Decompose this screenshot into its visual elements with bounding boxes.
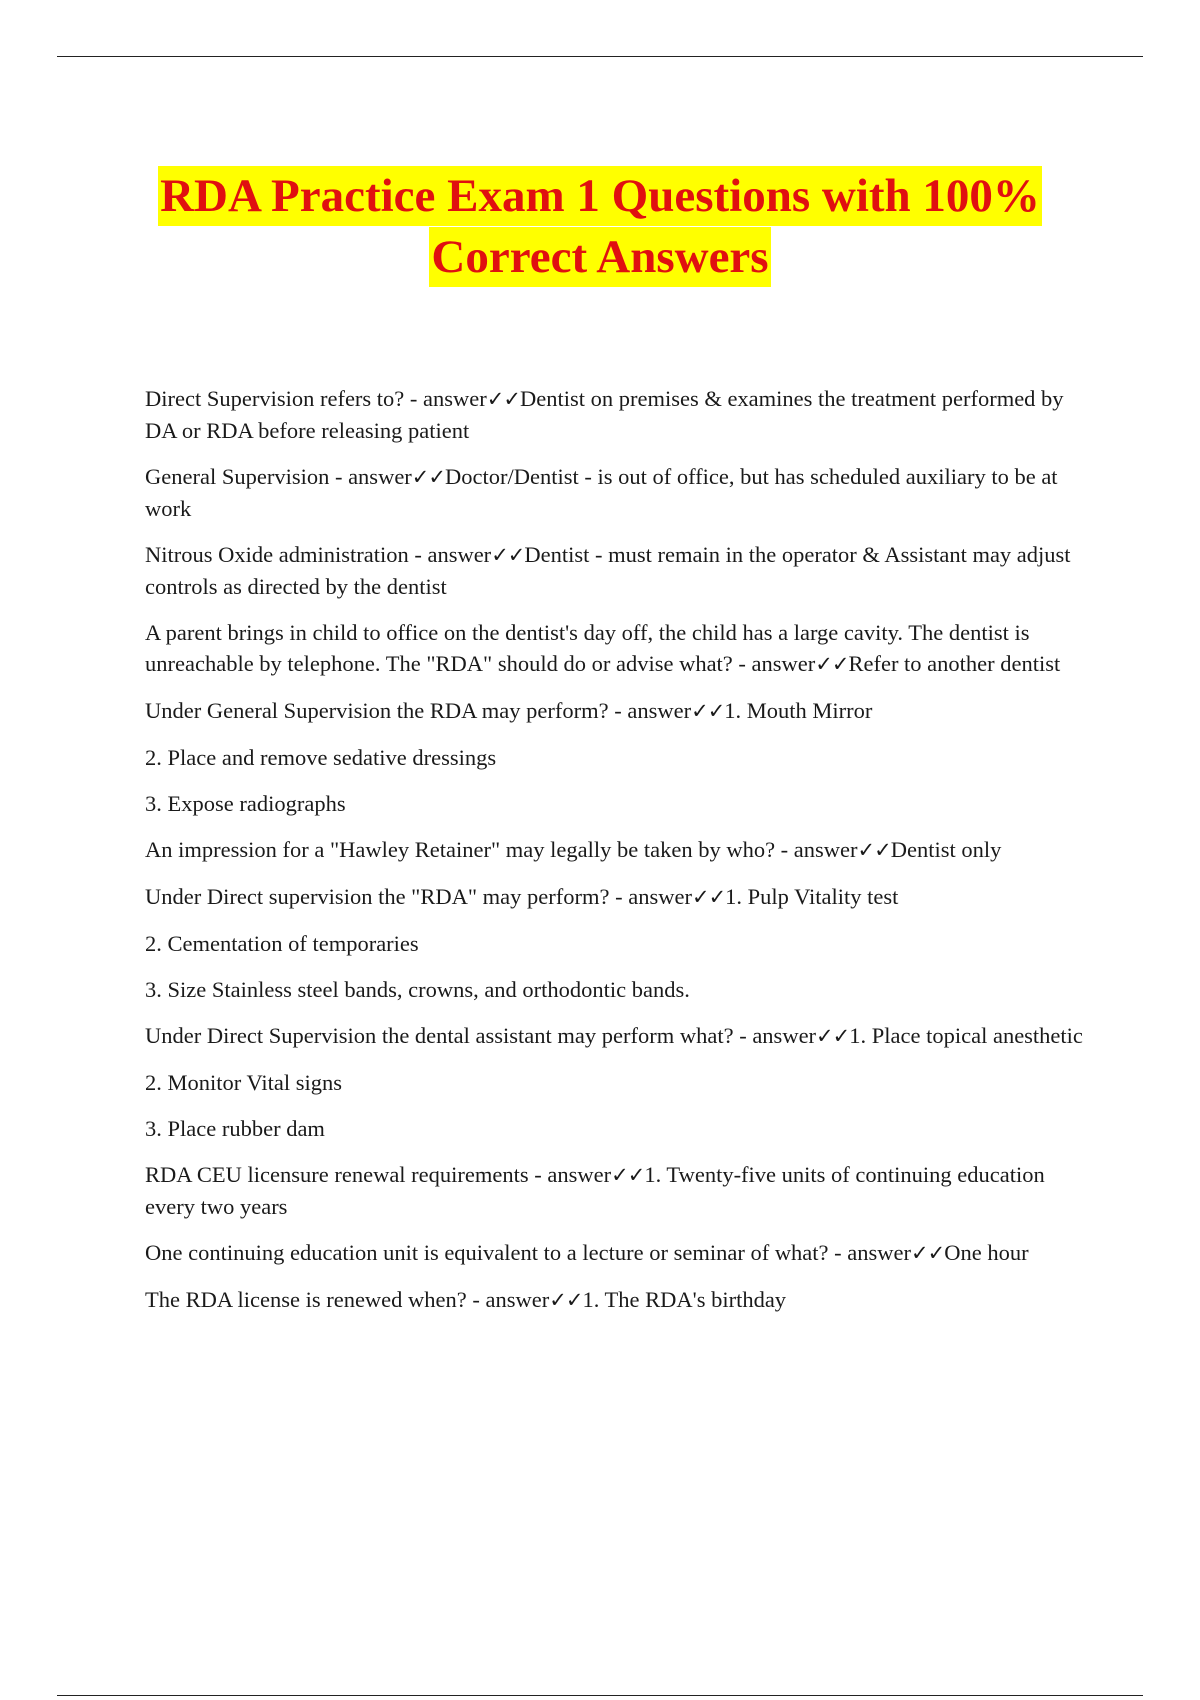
double-check-icon: ✓✓ — [691, 885, 726, 909]
answer-text: 1. Mouth Mirror — [724, 698, 873, 723]
double-check-icon: ✓✓ — [691, 699, 725, 723]
header-rule — [57, 56, 1143, 57]
double-check-icon: ✓✓ — [549, 1288, 583, 1312]
document-title — [100, 166, 1100, 287]
answer-text: Dentist - must remain in the operator & Assistant may adjust controls as directed by the dentist — [145, 542, 1071, 599]
list-continuation: 2. Place and remove sedative dressings — [145, 745, 497, 770]
qa-item — [145, 1284, 1090, 1316]
list-continuation: 3. Place rubber dam — [145, 1116, 325, 1141]
question-text: A parent brings in child to office on the dentist's day off, the child has a large cavity. The dentist is unreachable by telephone. The "RDA" should do or advise what? - answer — [145, 620, 1030, 676]
qa-item — [145, 881, 1090, 913]
title-line-2: Correct Answers — [429, 227, 770, 287]
qa-list — [145, 383, 1090, 1331]
question-text: Direct Supervision refers to? - answer — [145, 386, 487, 411]
qa-item — [145, 695, 1090, 727]
double-check-icon: ✓✓ — [816, 1024, 850, 1048]
double-check-icon: ✓✓ — [815, 652, 849, 676]
list-continuation: 2. Monitor Vital signs — [145, 1070, 342, 1095]
double-check-icon: ✓✓ — [857, 838, 891, 862]
question-text: The RDA license is renewed when? - answer — [145, 1287, 550, 1312]
question-text: One continuing education unit is equivalent to a lecture or seminar of what? - answer — [145, 1240, 911, 1265]
answer-text: 1. Pulp Vitality test — [725, 884, 899, 909]
answer-text: Refer to another dentist — [848, 651, 1061, 676]
qa-item — [145, 834, 1090, 866]
list-continuation: 3. Expose radiographs — [145, 791, 346, 816]
answer-text: 1. Place topical anesthetic — [849, 1023, 1083, 1048]
question-text: Nitrous Oxide administration - answer — [145, 542, 492, 567]
double-check-icon: ✓✓ — [411, 465, 445, 489]
question-text: General Supervision - answer — [145, 464, 412, 489]
double-check-icon: ✓✓ — [491, 543, 525, 567]
answer-text: Dentist on premises & examines the treatment performed by DA or RDA before releasing patient — [145, 386, 1064, 443]
double-check-icon: ✓✓ — [611, 1163, 645, 1187]
question-text: An impression for a "Hawley Retainer" may legally be taken by who? - answer — [145, 837, 858, 862]
question-text: Under Direct supervision the "RDA" may perform? - answer — [145, 884, 692, 909]
qa-item — [145, 617, 1090, 680]
question-text: Under Direct Supervision the dental assistant may perform what? - answer — [145, 1023, 817, 1048]
list-continuation: 2. Cementation of temporaries — [145, 931, 419, 956]
double-check-icon: ✓✓ — [911, 1241, 945, 1265]
answer-text: 1. Twenty-five units of continuing education every two years — [145, 1162, 1045, 1219]
title-line-1: RDA Practice Exam 1 Questions with 100% — [158, 166, 1042, 226]
qa-item — [145, 539, 1090, 602]
qa-item — [145, 1159, 1090, 1222]
qa-item — [145, 461, 1090, 524]
answer-text: Doctor/Dentist - is out of office, but has scheduled auxiliary to be at work — [145, 464, 1058, 521]
list-continuation: 3. Size Stainless steel bands, crowns, and orthodontic bands. — [145, 977, 690, 1002]
answer-text: One hour — [944, 1240, 1029, 1265]
question-text: Under General Supervision the RDA may perform? - answer — [145, 698, 692, 723]
qa-item — [145, 1020, 1090, 1052]
qa-item — [145, 383, 1090, 446]
double-check-icon: ✓✓ — [486, 387, 520, 411]
qa-item — [145, 1237, 1090, 1269]
answer-text: 1. The RDA's birthday — [582, 1287, 787, 1312]
answer-text: Dentist only — [890, 837, 1002, 862]
question-text: RDA CEU licensure renewal requirements - answer — [145, 1162, 612, 1187]
footer-rule — [57, 1695, 1143, 1696]
